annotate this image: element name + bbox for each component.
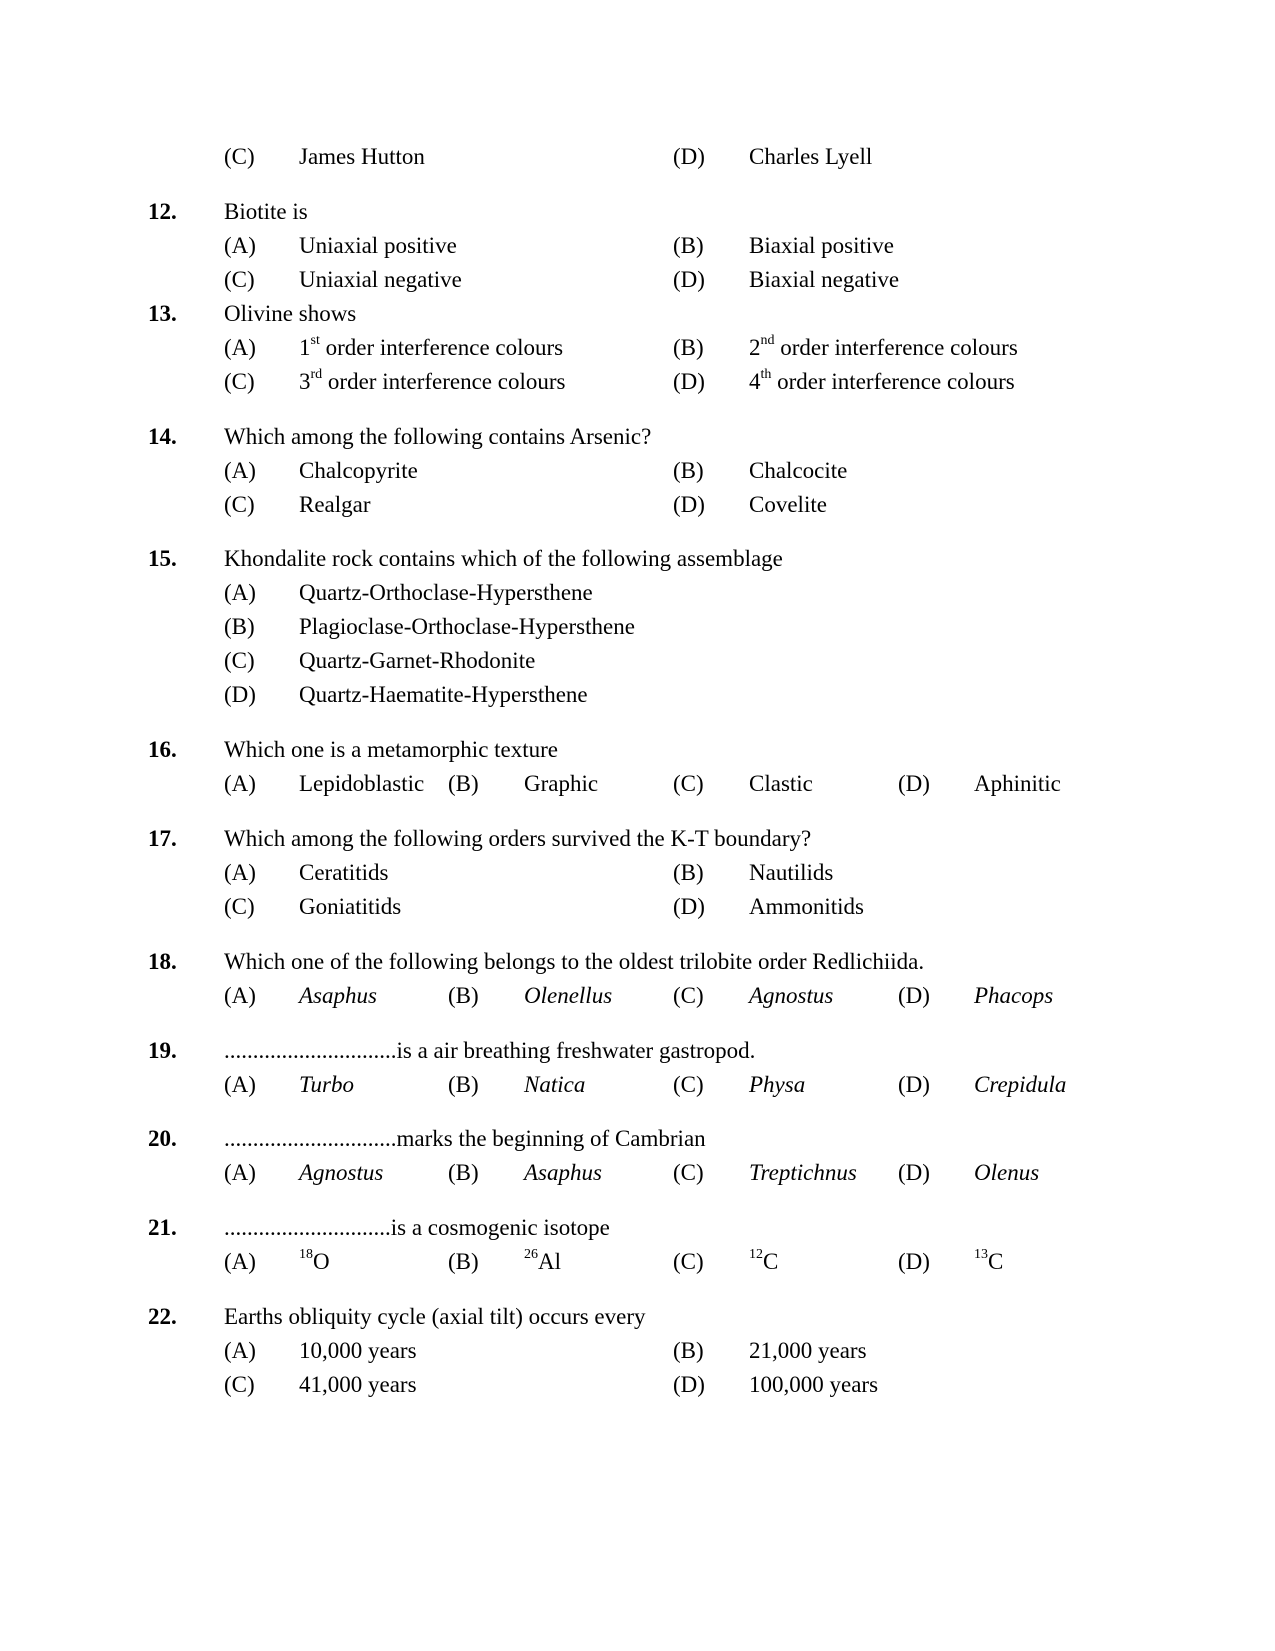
option-text: Crepidula xyxy=(974,1072,1067,1097)
option-label: (B) xyxy=(673,458,704,483)
question-number: 16. xyxy=(148,737,177,762)
option-text: Quartz-Orthoclase-Hypersthene xyxy=(299,580,593,605)
option-text: Olenellus xyxy=(524,983,613,1008)
option-text: 3rd order interference colours xyxy=(299,367,566,394)
option-text: Asaphus xyxy=(299,983,377,1008)
option-label: (A) xyxy=(224,1249,256,1274)
question-text: .............................is a cosmogenic isotope xyxy=(224,1215,610,1240)
option-text: Uniaxial positive xyxy=(299,233,457,258)
question-number: 20. xyxy=(148,1126,177,1151)
question-number: 18. xyxy=(148,949,177,974)
option-label: (C) xyxy=(224,894,255,919)
option-label: (C) xyxy=(224,1372,255,1397)
question-text: Which one is a metamorphic texture xyxy=(224,737,559,762)
option-text: 10,000 years xyxy=(299,1338,417,1363)
option-text: Graphic xyxy=(524,771,599,796)
option-label: (B) xyxy=(448,983,479,1008)
option-label: (C) xyxy=(224,144,255,169)
question-text: Which among the following contains Arsenic? xyxy=(224,424,652,449)
question-text: Which among the following orders survived the K-T boundary? xyxy=(224,826,812,851)
option-text: Nautilids xyxy=(749,860,834,885)
option-text: $^{26}$Al xyxy=(524,1247,561,1274)
option-label: (D) xyxy=(898,771,930,796)
option-text: Covelite xyxy=(749,492,827,517)
option-text: 41,000 years xyxy=(299,1372,417,1397)
option-text: $^{18}$O xyxy=(299,1247,330,1274)
question-number: 13. xyxy=(148,301,177,326)
option-label: (A) xyxy=(224,1072,256,1097)
option-label: (B) xyxy=(673,1338,704,1363)
option-label: (C) xyxy=(673,771,704,796)
option-text: Realgar xyxy=(299,492,371,517)
option-label: (C) xyxy=(224,369,255,394)
option-label: (C) xyxy=(673,1072,704,1097)
option-label: (B) xyxy=(673,860,704,885)
option-text: Chalcocite xyxy=(749,458,848,483)
option-label: (D) xyxy=(898,983,930,1008)
option-text: Agnostus xyxy=(299,1160,384,1185)
option-text: $^{12}$C xyxy=(749,1247,779,1274)
option-text: Uniaxial negative xyxy=(299,267,462,292)
option-label: (A) xyxy=(224,335,256,360)
option-text: 2nd order interference colours xyxy=(749,333,1018,360)
option-label: (D) xyxy=(898,1160,930,1185)
question-text: ..............................marks the beginning of Cambrian xyxy=(224,1126,706,1151)
question-text: Which one of the following belongs to the oldest trilobite order Redlichiida. xyxy=(224,949,925,974)
option-text: Quartz-Garnet-Rhodonite xyxy=(299,648,536,673)
question-number: 21. xyxy=(148,1215,177,1240)
option-text: Clastic xyxy=(749,771,813,796)
option-label: (B) xyxy=(673,335,704,360)
question-text: Khondalite rock contains which of the following assemblage xyxy=(224,546,783,571)
option-label: (C) xyxy=(224,648,255,673)
option-text: Charles Lyell xyxy=(749,144,873,169)
option-text: Agnostus xyxy=(749,983,834,1008)
question-number: 14. xyxy=(148,424,177,449)
question-number: 19. xyxy=(148,1038,177,1063)
option-label: (B) xyxy=(448,1160,479,1185)
option-text: Asaphus xyxy=(524,1160,602,1185)
option-label: (D) xyxy=(224,682,256,707)
option-label: (A) xyxy=(224,580,256,605)
option-text: Lepidoblastic xyxy=(299,771,425,796)
option-text: Quartz-Haematite-Hypersthene xyxy=(299,682,588,707)
question-text: ..............................is a air breathing freshwater gastropod. xyxy=(224,1038,756,1063)
option-label: (B) xyxy=(448,1249,479,1274)
option-label: (C) xyxy=(673,983,704,1008)
option-label: (D) xyxy=(898,1072,930,1097)
option-label: (B) xyxy=(673,233,704,258)
option-label: (D) xyxy=(673,1372,705,1397)
option-text: Phacops xyxy=(974,983,1054,1008)
option-text: Olenus xyxy=(974,1160,1040,1185)
option-label: (D) xyxy=(898,1249,930,1274)
option-label: (A) xyxy=(224,983,256,1008)
option-text: Biaxial positive xyxy=(749,233,895,258)
option-label: (C) xyxy=(673,1249,704,1274)
option-text: Natica xyxy=(524,1072,586,1097)
question-text: Earths obliquity cycle (axial tilt) occurs every xyxy=(224,1304,646,1329)
option-label: (C) xyxy=(224,267,255,292)
option-text: Biaxial negative xyxy=(749,267,900,292)
option-text: Physa xyxy=(749,1072,806,1097)
option-text: 100,000 years xyxy=(749,1372,879,1397)
question-number: 17. xyxy=(148,826,177,851)
option-label: (D) xyxy=(673,267,705,292)
option-text: Ceratitids xyxy=(299,860,389,885)
option-label: (A) xyxy=(224,1338,256,1363)
option-label: (D) xyxy=(673,492,705,517)
option-label: (C) xyxy=(673,1160,704,1185)
option-text: Aphinitic xyxy=(974,771,1061,796)
option-label: (A) xyxy=(224,1160,256,1185)
option-label: (B) xyxy=(224,614,255,639)
option-label: (B) xyxy=(448,1072,479,1097)
option-text: $^{13}$C xyxy=(974,1247,1004,1274)
option-text: 4th order interference colours xyxy=(749,367,1015,394)
option-text: Treptichnus xyxy=(749,1160,857,1185)
option-text: Chalcopyrite xyxy=(299,458,418,483)
option-text: 1st order interference colours xyxy=(299,333,564,360)
option-label: (A) xyxy=(224,233,256,258)
option-label: (A) xyxy=(224,860,256,885)
question-text: Biotite is xyxy=(224,199,308,224)
option-label: (A) xyxy=(224,771,256,796)
option-text: 21,000 years xyxy=(749,1338,867,1363)
option-label: (C) xyxy=(224,492,255,517)
question-number: 15. xyxy=(148,546,177,571)
option-text: Ammonitids xyxy=(749,894,865,919)
option-label: (D) xyxy=(673,894,705,919)
question-number: 22. xyxy=(148,1304,177,1329)
option-label: (D) xyxy=(673,144,705,169)
option-label: (B) xyxy=(448,771,479,796)
question-text: Olivine shows xyxy=(224,301,357,326)
option-label: (D) xyxy=(673,369,705,394)
question-number: 12. xyxy=(148,199,177,224)
option-text: James Hutton xyxy=(299,144,425,169)
option-text: Plagioclase-Orthoclase-Hypersthene xyxy=(299,614,635,639)
option-text: Turbo xyxy=(299,1072,354,1097)
option-text: Goniatitids xyxy=(299,894,402,919)
option-label: (A) xyxy=(224,458,256,483)
